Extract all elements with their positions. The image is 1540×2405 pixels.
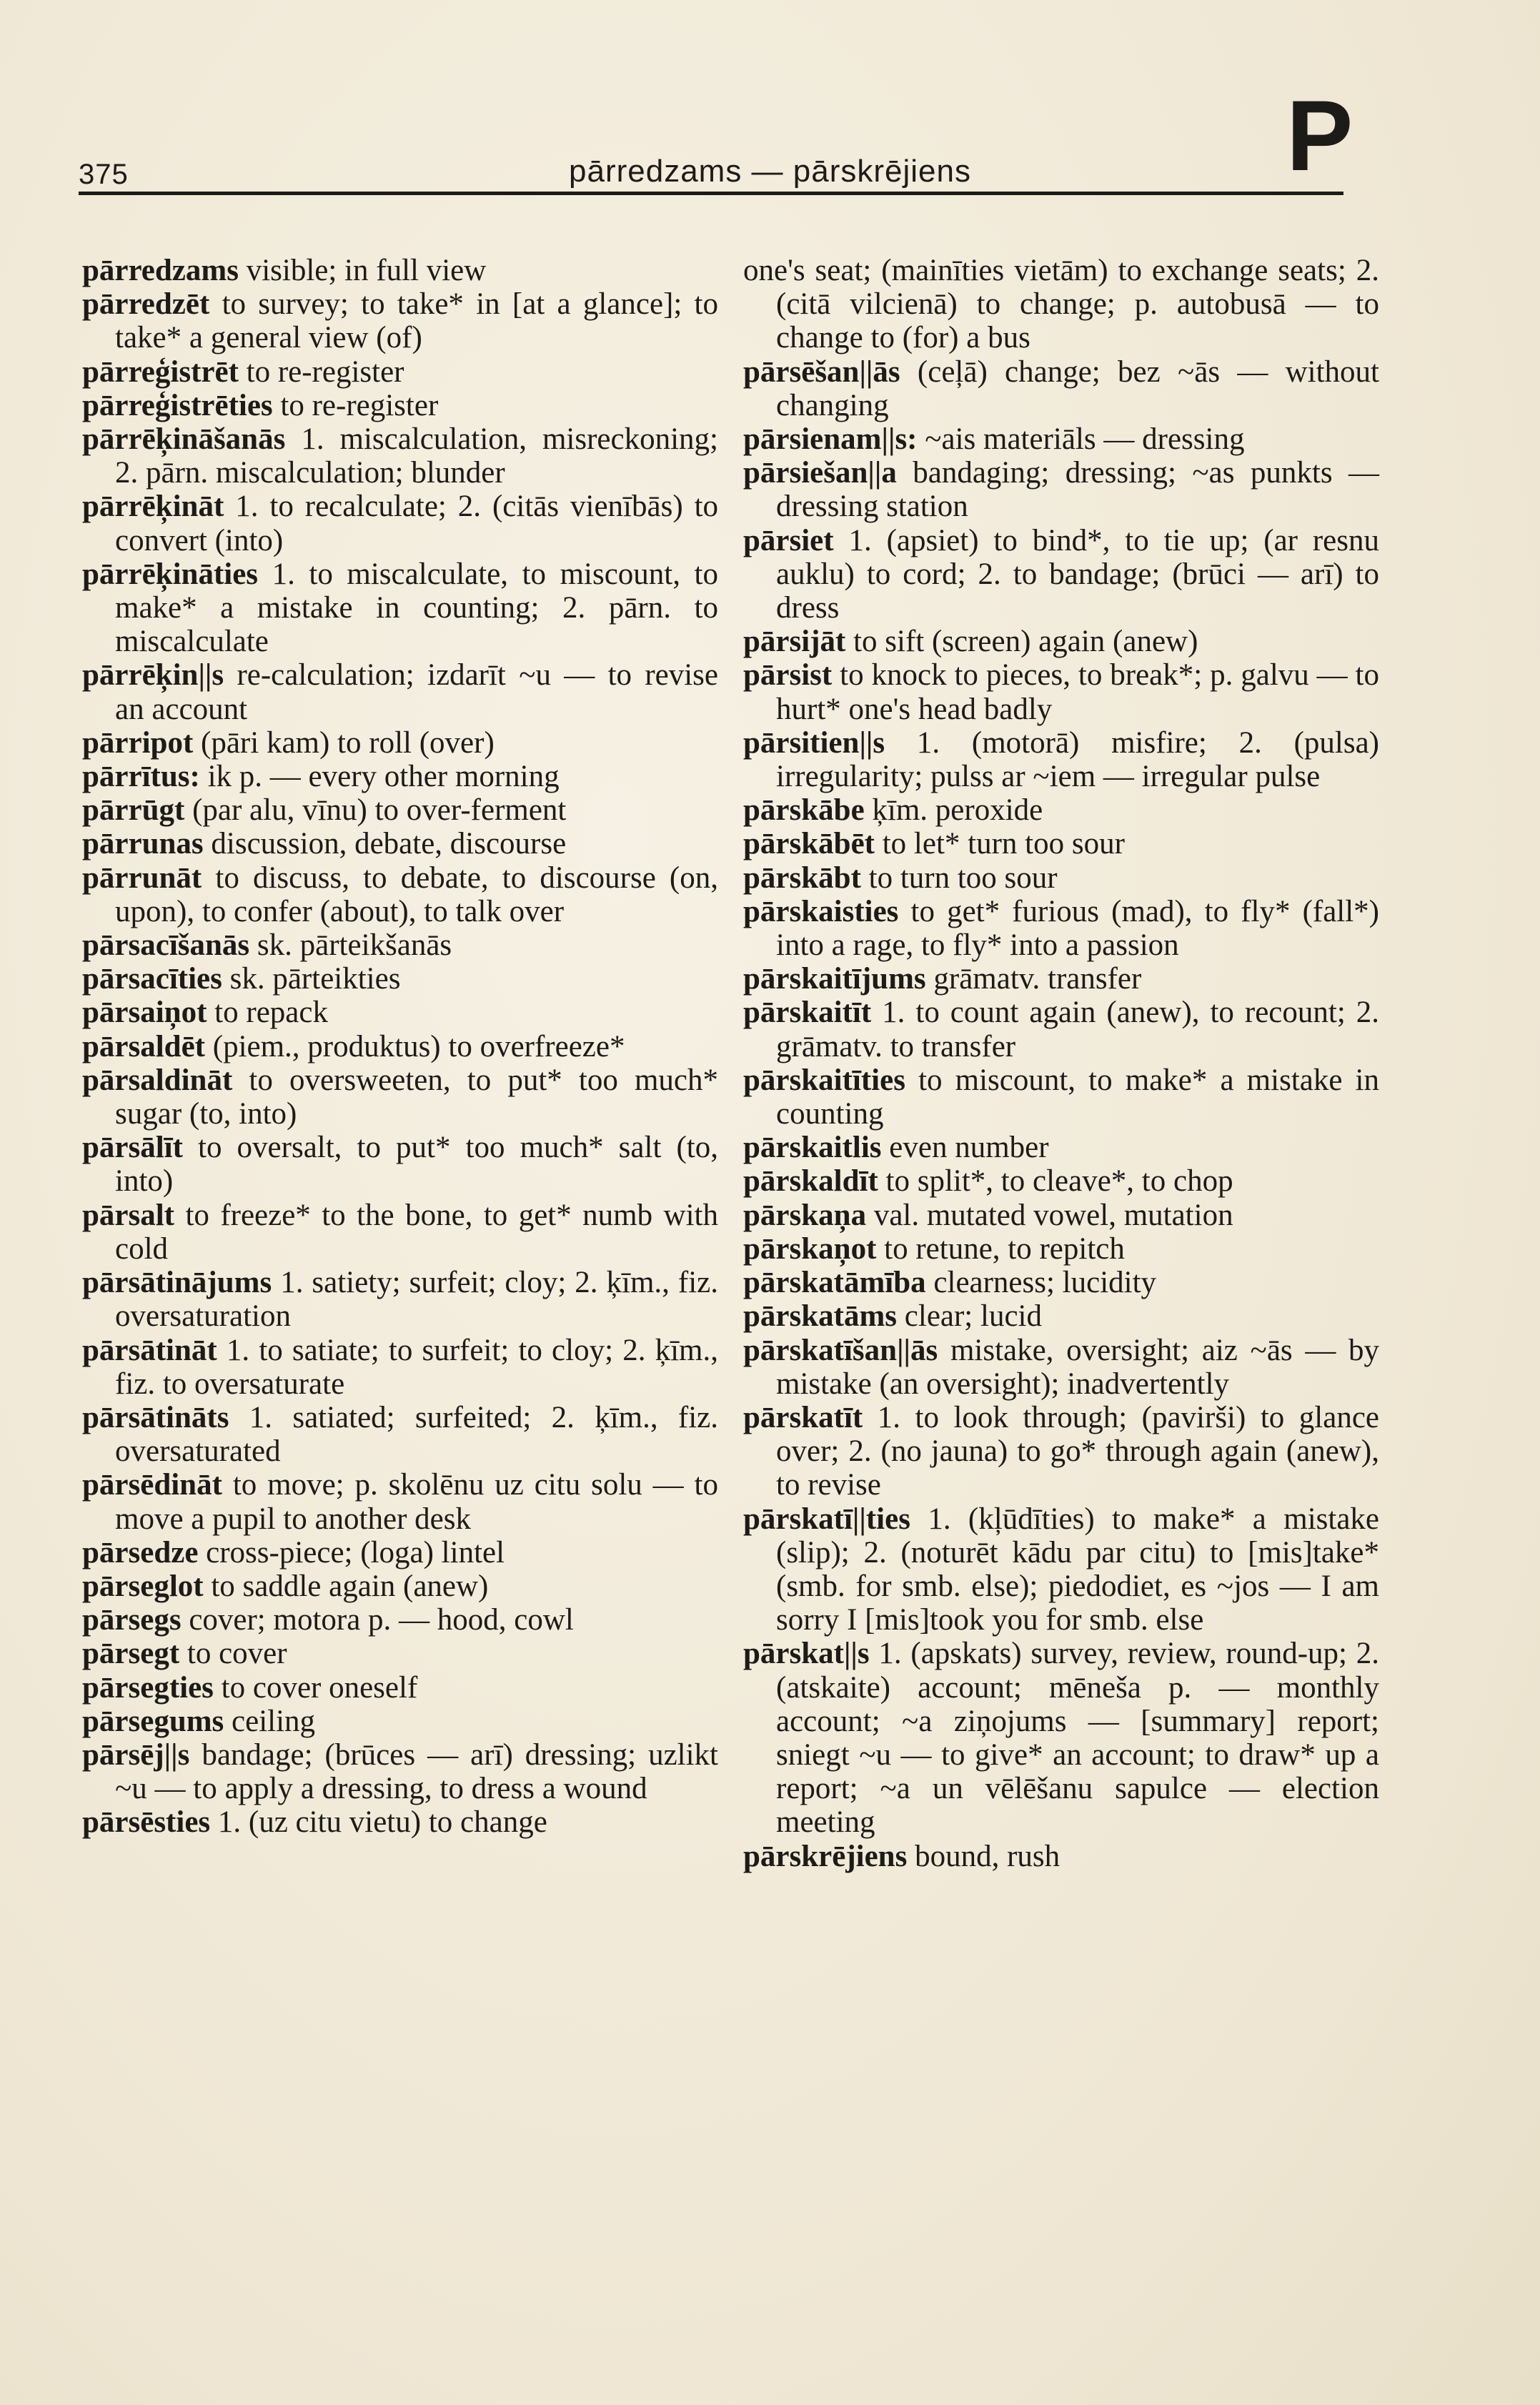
definition: 1. to look through; (pavirši) to glance over; 2. (no jauna) to go* through again (anew), to revise xyxy=(776,1400,1379,1502)
definition: clear; lucid xyxy=(904,1299,1042,1334)
definition: sk. pārteikšanās xyxy=(257,928,452,963)
headword: pārsēšan||ās xyxy=(743,354,900,389)
definition: to cover xyxy=(187,1637,287,1671)
headword: pārsijāt xyxy=(743,625,846,659)
dictionary-entry xyxy=(82,422,718,490)
dictionary-entry xyxy=(82,1536,718,1570)
definition: to oversalt, to put* too much* salt (to, into) xyxy=(115,1131,718,1199)
dictionary-entry xyxy=(82,1063,718,1131)
definition: discussion, debate, discourse xyxy=(211,827,567,861)
headword: pārreģistrēties xyxy=(82,388,273,422)
definition: to discuss, to debate, to discourse (on, upon), to confer (about), to talk over xyxy=(115,861,718,928)
dictionary-entry xyxy=(743,1401,1379,1502)
definition: 1. miscalculation, misreckoning; 2. pārn. miscalculation; blunder xyxy=(115,422,718,490)
headword: pārsaldināt xyxy=(82,1063,233,1097)
definition: to oversweeten, to put* too much* sugar (to, into) xyxy=(115,1063,718,1131)
headword: pārsiešan||a xyxy=(743,456,897,490)
definition: 1. to count again (anew), to recount; 2. grāmatv. to transfer xyxy=(776,996,1380,1063)
dictionary-entry xyxy=(743,355,1379,422)
definition: grāmatv. transfer xyxy=(933,962,1142,996)
dictionary-entry xyxy=(82,1705,718,1738)
dictionary-entry xyxy=(743,422,1379,456)
headword: pārskābe xyxy=(743,793,865,828)
headword: pārredzēt xyxy=(82,287,210,322)
dictionary-entry xyxy=(743,1164,1379,1198)
headword: pārskatāms xyxy=(743,1299,898,1334)
headword: pārskatīt xyxy=(743,1400,863,1434)
dictionary-entry xyxy=(743,1840,1379,1873)
dictionary-entry xyxy=(82,928,718,962)
dictionary-entry xyxy=(82,1030,718,1063)
definition: bandaging; dressing; ~as punkts — dressing station xyxy=(776,456,1379,524)
definition: to turn too sour xyxy=(868,861,1058,895)
definition: clearness; lucidity xyxy=(933,1266,1157,1300)
dictionary-entry xyxy=(743,254,1379,355)
definition: cross-piece; (loga) lintel xyxy=(206,1535,505,1570)
definition: 1. to recalculate; 2. (citās vienībās) to convert (into) xyxy=(115,490,719,557)
headword: pārskaitījums xyxy=(743,962,926,996)
definition: mistake, oversight; aiz ~ās — by mistake (an oversight); inadvertently xyxy=(776,1333,1379,1401)
definition: re-calculation; izdarīt ~u — to revise an account xyxy=(115,658,718,726)
headword: pārsaldēt xyxy=(82,1029,205,1063)
dictionary-entry xyxy=(82,557,718,659)
dictionary-entry xyxy=(743,1334,1379,1401)
definition: ķīm. peroxide xyxy=(872,793,1043,828)
dictionary-entry xyxy=(743,726,1379,793)
dictionary-entry xyxy=(743,1299,1379,1333)
headword: pārreģistrēt xyxy=(82,354,239,389)
headword: pārskaitīties xyxy=(743,1063,905,1097)
dictionary-entry xyxy=(743,996,1379,1063)
dictionary-entry xyxy=(82,793,718,827)
dictionary-entry xyxy=(82,1334,718,1401)
definition: (ceļā) change; bez ~ās — without changing xyxy=(776,354,1379,422)
headword: pārsist xyxy=(743,658,833,693)
definition: to move; p. skolēnu uz citu solu — to move a pupil to another desk xyxy=(115,1468,719,1536)
headword: pārripot xyxy=(82,725,194,760)
dictionary-entry xyxy=(82,726,718,760)
dictionary-entry xyxy=(82,1131,718,1198)
headword: pārsātināt xyxy=(82,1333,217,1367)
dictionary-entry xyxy=(82,490,718,557)
dictionary-entry xyxy=(82,658,718,725)
definition: (par alu, vīnu) to over-ferment xyxy=(192,793,567,828)
dictionary-entry xyxy=(743,962,1379,996)
dictionary-entry xyxy=(743,1637,1379,1839)
definition: visible; in full view xyxy=(246,254,487,287)
headword: pārrēķināties xyxy=(82,557,259,591)
dictionary-entry xyxy=(82,1805,718,1839)
headword: pārsaiņot xyxy=(82,996,207,1030)
headword: pārsātinājums xyxy=(82,1266,272,1300)
definition: to re-register xyxy=(246,354,404,389)
dictionary-entry xyxy=(82,1266,718,1333)
headword: pārsēj||s xyxy=(82,1737,190,1772)
definition: cover; motora p. — hood, cowl xyxy=(189,1603,574,1637)
definition: to re-register xyxy=(280,388,439,422)
headword: pārskaldīt xyxy=(743,1164,878,1199)
dictionary-entry xyxy=(82,760,718,793)
definition: to retune, to repitch xyxy=(884,1231,1125,1266)
headword: pārskatīšan||ās xyxy=(743,1333,938,1367)
header-rule xyxy=(79,192,1343,195)
headword: pārsālīt xyxy=(82,1131,183,1165)
definition: to cover oneself xyxy=(221,1670,418,1705)
headword: pārskat||s xyxy=(743,1637,870,1671)
headword: pārrēķin||s xyxy=(82,658,224,693)
definition: to freeze* to the bone, to get* numb with cold xyxy=(115,1198,718,1266)
definition: 1. (kļūdīties) to make* a mistake (slip); 2. (noturēt kādu par citu) to [mis]take* (smb. for smb. else); piedodiet, es ~jos — I am sorry I [mis]took you for smb. else xyxy=(776,1502,1379,1637)
dictionary-entry xyxy=(743,1232,1379,1266)
headword: pārsegties xyxy=(82,1670,214,1705)
headword: pārsacīties xyxy=(82,962,222,996)
definition: to let* turn too sour xyxy=(882,827,1125,861)
dictionary-entry xyxy=(82,254,718,287)
headword: pārrēķināšanās xyxy=(82,422,286,457)
definition: (pāri kam) to roll (over) xyxy=(201,725,495,760)
definition: to survey; to take* in [at a glance]; to take* a general view (of) xyxy=(115,287,719,355)
dictionary-entry xyxy=(82,1401,718,1468)
headword: pārsalt xyxy=(82,1198,174,1232)
definition: to saddle again (anew) xyxy=(211,1569,489,1603)
definition: 1. (apsiet) to bind*, to tie up; (ar resnu auklu) to cord; 2. to bandage; (brūci — arī) to dress xyxy=(776,523,1379,625)
definition: 1. (uz citu vietu) to change xyxy=(217,1805,547,1840)
definition: (piem., produktus) to overfreeze* xyxy=(212,1029,625,1063)
definition: to split*, to cleave*, to chop xyxy=(885,1164,1233,1199)
definition: bandage; (brūces — arī) dressing; uzlikt ~u — to apply a dressing, to dress a wound xyxy=(115,1737,719,1806)
definition: to get* furious (mad), to fly* (fall*) into a rage, to fly* into a passion xyxy=(776,894,1380,963)
definition: 1. to satiate; to surfeit; to cloy; 2. ķīm., fiz. to oversaturate xyxy=(115,1333,719,1401)
definition: sk. pārteikties xyxy=(229,962,401,996)
definition: 1. to miscalculate, to miscount, to make* a mistake in counting; 2. pārn. to miscalculate xyxy=(115,557,719,659)
definition: ceiling xyxy=(232,1704,316,1738)
dictionary-entry xyxy=(82,1738,718,1805)
dictionary-entry xyxy=(743,861,1379,895)
definition: to repack xyxy=(214,996,328,1030)
definition: ~ais materiāls — dressing xyxy=(925,422,1245,457)
headword: pārsegums xyxy=(82,1704,224,1738)
dictionary-entry xyxy=(743,895,1379,962)
dictionary-entry xyxy=(82,1603,718,1637)
dictionary-entry xyxy=(743,658,1379,725)
headword: pārredzams xyxy=(82,254,239,287)
definition: 1. (motorā) misfire; 2. (pulsa) irregularity; pulss ar ~iem — irregular pulse xyxy=(776,725,1380,794)
definition: to knock to pieces, to break*; p. galvu — to hurt* one's head badly xyxy=(776,658,1380,726)
dictionary-entry xyxy=(82,827,718,861)
headword: pārseglot xyxy=(82,1569,204,1603)
left-column xyxy=(82,254,718,1840)
right-column xyxy=(743,254,1379,1873)
headword: pārsedze xyxy=(82,1535,199,1570)
dictionary-entry xyxy=(82,389,718,422)
headword: pārsitien||s xyxy=(743,725,885,760)
dictionary-entry xyxy=(743,625,1379,658)
headword: pārsegt xyxy=(82,1637,180,1671)
definition: 1. satiated; surfeited; 2. ķīm., fiz. oversaturated xyxy=(115,1400,718,1469)
headword: pārrūgt xyxy=(82,793,185,828)
dictionary-entry xyxy=(82,287,718,354)
headword: pārsēsties xyxy=(82,1805,211,1840)
dictionary-entry xyxy=(82,1199,718,1266)
dictionary-entry xyxy=(82,1637,718,1670)
dictionary-entry xyxy=(82,1468,718,1535)
headword: pārsiet xyxy=(743,523,834,557)
headword: pārsātināts xyxy=(82,1400,229,1434)
headword: pārskaņot xyxy=(743,1231,877,1266)
headword: pārskaitīt xyxy=(743,996,872,1030)
dictionary-entry xyxy=(82,355,718,389)
dictionary-entry xyxy=(743,827,1379,861)
dictionary-entry xyxy=(82,962,718,996)
definition: bound, rush xyxy=(915,1839,1060,1873)
headword: pārrunas xyxy=(82,827,204,861)
headword: pārrītus: xyxy=(82,760,200,794)
headword: pārrunāt xyxy=(82,861,202,895)
section-letter: P xyxy=(1286,79,1353,192)
headword: pārskābt xyxy=(743,861,861,895)
headword: pārsēdināt xyxy=(82,1468,222,1502)
running-head: pārredzams — pārskrējiens xyxy=(569,154,971,189)
headword: pārskatī||ties xyxy=(743,1502,910,1536)
dictionary-entry xyxy=(743,793,1379,827)
headword: pārskaņa xyxy=(743,1198,867,1232)
definition: one's seat; (mainīties vietām) to exchange seats; 2. (citā vilcienā) to change; p. autobusā — to change to (for) a bus xyxy=(743,254,1379,355)
definition: 1. (apskats) survey, review, round-up; 2. (atskaite) account; mēneša p. — monthly account; ~a ziņojums — [summary] report; sniegt ~u — to give* an account; to draw* up a report; ~a un vēlēšanu sapulce — election meeting xyxy=(776,1637,1379,1840)
headword: pārsacīšanās xyxy=(82,928,250,963)
dictionary-entry xyxy=(82,1570,718,1603)
definition: even number xyxy=(889,1131,1049,1165)
headword: pārskaitlis xyxy=(743,1131,882,1165)
dictionary-entry xyxy=(82,996,718,1029)
dictionary-entry xyxy=(743,1131,1379,1164)
dictionary-entry xyxy=(743,1199,1379,1232)
headword: pārskatāmība xyxy=(743,1266,926,1300)
dictionary-entry xyxy=(743,1502,1379,1637)
dictionary-entry xyxy=(743,1063,1379,1131)
headword: pārskābēt xyxy=(743,827,875,861)
dictionary-entry xyxy=(82,861,718,928)
headword: pārskaisties xyxy=(743,894,899,928)
dictionary-entry xyxy=(82,1671,718,1705)
definition: ik p. — every other morning xyxy=(207,760,560,794)
headword: pārskrējiens xyxy=(743,1839,908,1873)
headword: pārsienam||s: xyxy=(743,422,918,457)
dictionary-entry xyxy=(743,1266,1379,1299)
page-number: 375 xyxy=(79,159,129,190)
dictionary-entry xyxy=(743,456,1379,523)
definition: val. mutated vowel, mutation xyxy=(873,1198,1233,1232)
definition: to sift (screen) again (anew) xyxy=(853,625,1198,659)
dictionary-entry xyxy=(743,524,1379,625)
definition: 1. satiety; surfeit; cloy; 2. ķīm., fiz. oversaturation xyxy=(115,1266,719,1334)
headword: pārrēķināt xyxy=(82,490,224,524)
definition: to miscount, to make* a mistake in counting xyxy=(776,1063,1379,1131)
headword: pārsegs xyxy=(82,1603,182,1637)
